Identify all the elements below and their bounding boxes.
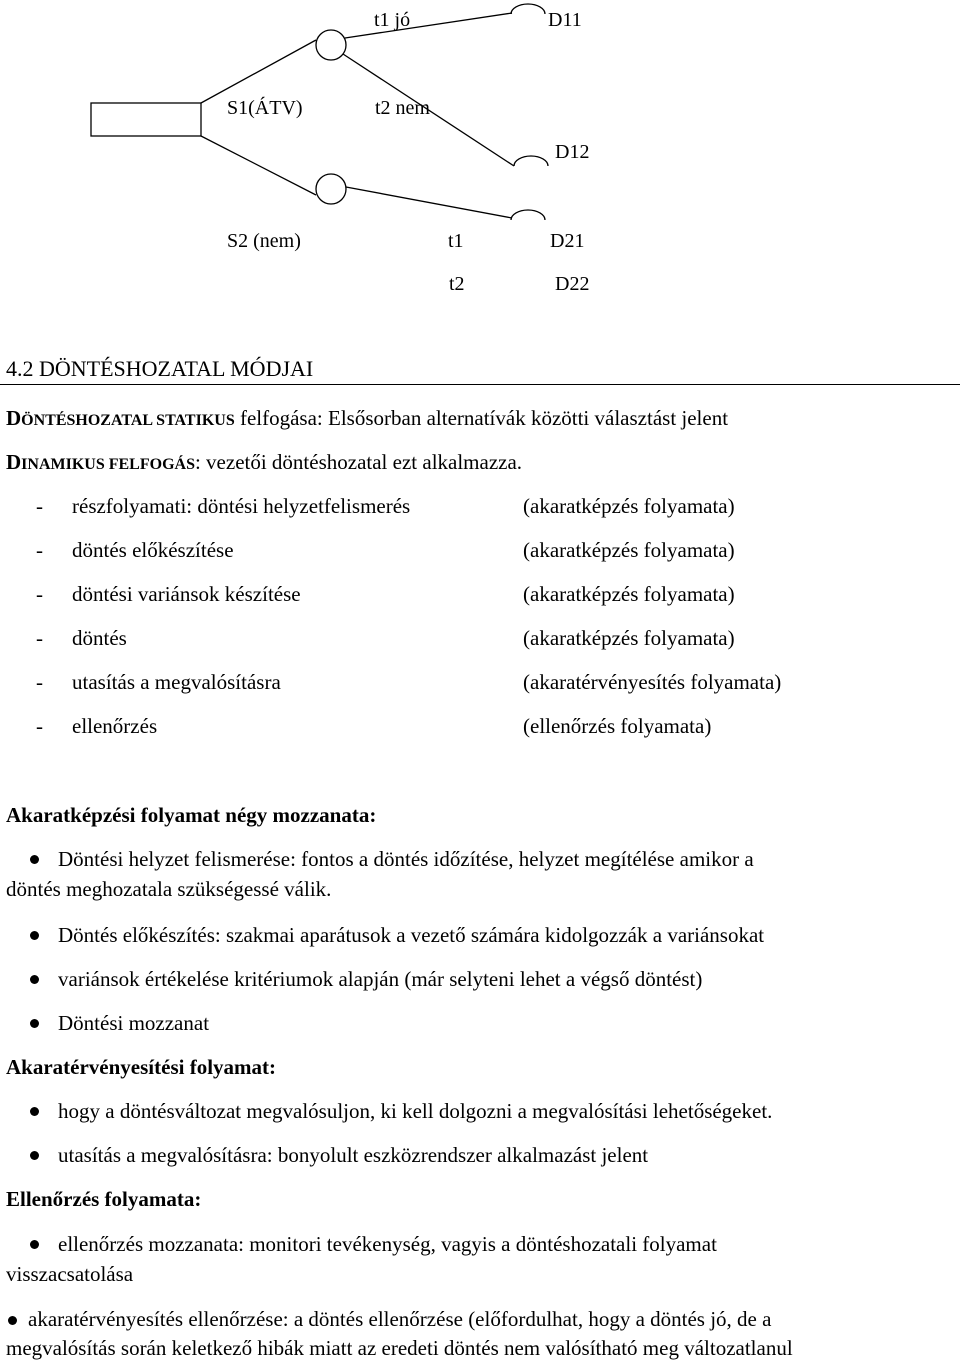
list-item: ellenőrzés mozzanata: monitori tevékenység, vagyis a döntéshozatali folyamat <box>58 1232 717 1256</box>
terminal-d11 <box>511 4 545 14</box>
label-t2-no: t2 nem <box>375 97 430 119</box>
list-item-continuation: megvalósítás során keletkező hibák miatt az eredeti döntés nem valósítható meg változatlanul <box>6 1336 793 1360</box>
step-dash: - <box>36 494 43 518</box>
label-s1: S1(ÁTV) <box>227 97 303 119</box>
dynamic-rest: : vezetői döntéshozatal ezt alkalmazza. <box>194 450 523 474</box>
section-title: 4.2 DÖNTÉSHOZATAL MÓDJAI <box>6 356 314 381</box>
bullet-icon <box>30 931 39 940</box>
list-item-continuation: visszacsatolása <box>6 1262 134 1286</box>
list-item: Döntés előkészítés: szakmai aparátusok a vezető számára kidolgozzák a variánsokat <box>58 923 765 947</box>
bullet-icon <box>8 1316 17 1325</box>
label-t1: t1 <box>448 230 464 252</box>
chance-node-1 <box>316 30 346 60</box>
step-name: döntés <box>72 626 127 650</box>
bullet-icon <box>30 855 39 864</box>
step-process: (akaratképzés folyamata) <box>523 494 735 518</box>
list-item: Döntési mozzanat <box>58 1011 210 1035</box>
bullet-icon <box>30 1151 39 1160</box>
step-name: döntés előkészítése <box>72 538 234 562</box>
step-process: (akaratképzés folyamata) <box>523 538 735 562</box>
list-item-continuation: döntés meghozatala szükségessé válik. <box>6 877 332 901</box>
terminal-d21 <box>511 210 545 220</box>
label-d11: D11 <box>548 9 582 31</box>
step-name: részfolyamati: döntési helyzetfelismerés <box>72 494 411 518</box>
step-dash: - <box>36 538 43 562</box>
bullet-icon <box>30 975 39 984</box>
static-rest: felfogása: Elsősorban alternatívák közötti választást jelent <box>234 406 729 430</box>
heading-ellenorzes: Ellenőrzés folyamata: <box>6 1187 202 1211</box>
branch-s1 <box>201 40 316 103</box>
list-item: variánsok értékelése kritériumok alapján (már selyteni lehet a végső döntést) <box>58 967 703 991</box>
step-process: (ellenőrzés folyamata) <box>523 714 712 738</box>
step-dash: - <box>36 670 43 694</box>
branch-t1 <box>346 187 512 218</box>
heading-akaratkepzes: Akaratképzési folyamat négy mozzanata: <box>6 803 377 827</box>
step-name: utasítás a megvalósításra <box>72 670 281 694</box>
section-rule <box>0 384 960 385</box>
step-name: döntési variánsok készítése <box>72 582 301 606</box>
dynamic-cap: D <box>6 450 22 474</box>
step-process: (akaratképzés folyamata) <box>523 582 735 606</box>
bullet-icon <box>30 1240 39 1249</box>
terminal-d12 <box>514 156 548 166</box>
list-item: hogy a döntésváltozat megvalósuljon, ki kell dolgozni a megvalósítási lehetőségeket. <box>58 1099 773 1123</box>
decision-tree-diagram <box>0 0 960 310</box>
label-d12: D12 <box>555 141 590 163</box>
step-name: ellenőrzés <box>72 714 158 738</box>
step-dash: - <box>36 714 43 738</box>
list-item: akaratérvényesítés ellenőrzése: a döntés ellenőrzése (előfordulhat, hogy a döntés jó, de a <box>28 1307 772 1331</box>
decision-node-box <box>91 103 201 136</box>
label-d22: D22 <box>555 273 590 295</box>
step-dash: - <box>36 626 43 650</box>
static-smallcaps: ÖNTÉSHOZATAL STATIKUS <box>21 412 235 429</box>
label-t2: t2 <box>449 273 465 295</box>
dynamic-smallcaps: INAMIKUS FELFOGÁS <box>21 456 195 473</box>
label-s2: S2 (nem) <box>227 230 301 252</box>
bullet-icon <box>30 1019 39 1028</box>
label-t1-good: t1 jó <box>374 9 411 31</box>
branch-t1-good <box>345 13 512 38</box>
heading-akaratervenyesites: Akaratérvényesítési folyamat: <box>6 1055 277 1079</box>
static-definition <box>6 405 728 434</box>
branch-s2 <box>201 136 316 195</box>
step-process: (akaratérvényesítés folyamata) <box>523 670 782 694</box>
step-process: (akaratképzés folyamata) <box>523 626 735 650</box>
label-d21: D21 <box>550 230 585 252</box>
list-item: Döntési helyzet felismerése: fontos a döntés időzítése, helyzet megítélése amikor a <box>58 847 754 871</box>
list-item: utasítás a megvalósításra: bonyolult eszközrendszer alkalmazást jelent <box>58 1143 649 1167</box>
dynamic-definition <box>6 449 522 478</box>
step-dash: - <box>36 582 43 606</box>
bullet-icon <box>30 1107 39 1116</box>
chance-node-2 <box>316 174 346 204</box>
static-cap: D <box>6 406 22 430</box>
